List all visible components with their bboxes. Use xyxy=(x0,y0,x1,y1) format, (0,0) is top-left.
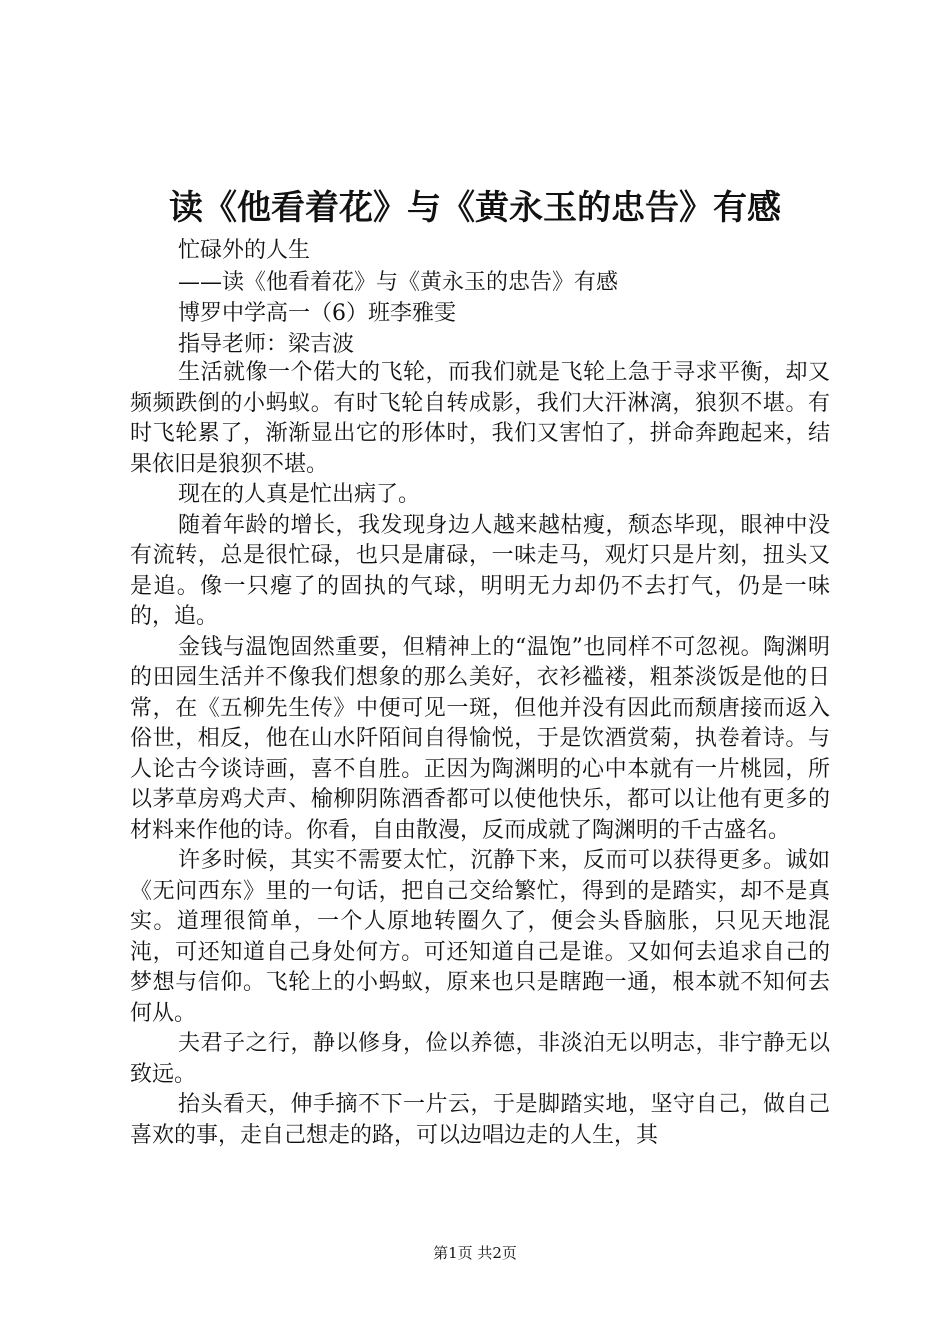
essay-subtitle: 忙碌外的人生 xyxy=(178,238,311,263)
paragraph: 金钱与温饱固然重要，但精神上的“温饱”也同样不可忽视。陶渊明的田园生活并不像我们想象的那么美好，衣衫褴褛，粗茶淡饭是他的日常，在《五柳先生传》中便可见一斑，但他并没有因此而颓唐接而返入俗世，相反，他在山水阡陌间自得愉悦，于是饮酒赏菊，执卷着诗。与人论古今谈诗画，喜不自胜。正因为陶渊明的心中本就有一片桃园，所以茅草房鸡犬声、榆柳阴陈酒香都可以使他快乐，都可以让他有更多的材料来作他的诗。你看，自由散漫，反而成就了陶渊明的千古盛名。 xyxy=(130,634,830,843)
paragraph: 许多时候，其实不需要太忙，沉静下来，反而可以获得更多。诚如《无问西东》里的一句话，把自己交给繁忙，得到的是踏实，却不是真实。道理很简单，一个人原地转圈久了，便会头昏脑胀，只见天地混沌，可还知道自己身处何方。可还知道自己是谁。又如何去追求自己的梦想与信仰。飞轮上的小蚂蚁，原来也只是瞎跑一通，根本就不知何去何从。 xyxy=(130,848,830,1026)
paragraph: 生活就像一个偌大的飞轮，而我们就是飞轮上急于寻求平衡，却又频频跌倒的小蚂蚁。有时飞轮自转成影，我们大汗淋漓，狼狈不堪。有时飞轮累了，渐渐显出它的形体时，我们又害怕了，拼命奔跑起来，结果依旧是狼狈不堪。 xyxy=(130,360,830,477)
paragraph: 随着年龄的增长，我发现身边人越来越枯瘦，颓态毕现，眼神中没有流转，总是很忙碌，也只是庸碌，一味走马，观灯只是片刻，扭头又是追。像一只瘪了的固执的气球，明明无力却仍不去打气，仍是一味的，追。 xyxy=(130,512,830,629)
author-line: 博罗中学高一（6）班李雅雯 xyxy=(178,301,456,326)
page-number-footer: 第1页 共2页 xyxy=(433,1244,517,1262)
paragraph: 现在的人真是忙出病了。 xyxy=(178,482,421,507)
advisor-line: 指导老师：梁吉波 xyxy=(178,332,355,357)
document-body xyxy=(130,358,830,1151)
paragraph: 夫君子之行，静以修身，俭以养德，非淡泊无以明志，非宁静无以致远。 xyxy=(130,1031,830,1087)
paragraph: 抬头看天，伸手摘不下一片云，于是脚踏实地，坚守自己，做自己喜欢的事，走自己想走的路，可以边唱边走的人生，其 xyxy=(130,1092,830,1148)
document-title: 读《他看着花》与《黄永玉的忠告》有感 xyxy=(169,188,781,228)
essay-subheading: ——读《他看着花》与《黄永玉的忠告》有感 xyxy=(178,270,619,295)
